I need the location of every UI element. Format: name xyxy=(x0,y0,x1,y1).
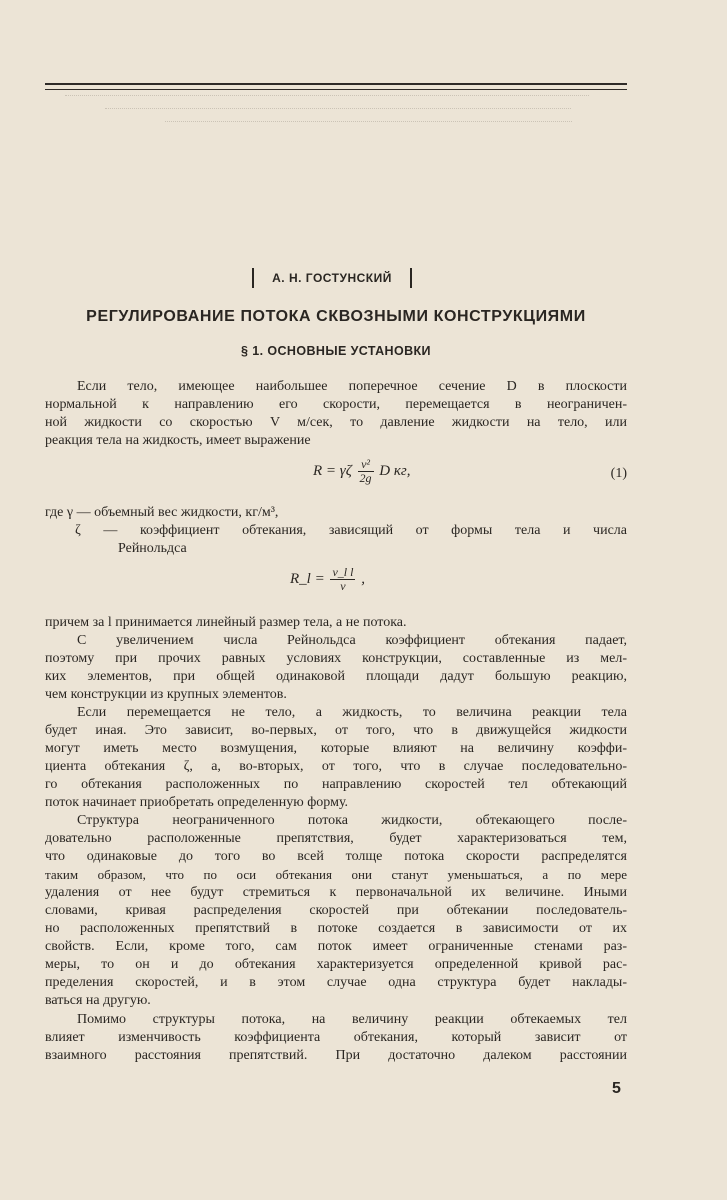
formula-2-denominator: ν xyxy=(340,579,346,593)
paragraph-intro xyxy=(45,378,627,450)
formula-1-rhs: D кг, xyxy=(379,462,411,479)
formula-1-fraction xyxy=(358,458,374,485)
text-line: чем конструкции из крупных элементов. xyxy=(45,687,287,702)
formula-2-lhs: R_l = xyxy=(290,570,325,587)
text-line: влияет изменчивость коэффициента обтекания, который зависит от xyxy=(45,1030,627,1045)
text-line: поток начинает приобретать определенную форму. xyxy=(45,795,349,810)
formula-2-fraction xyxy=(330,566,355,593)
equation-number: (1) xyxy=(610,466,627,481)
text-line: циента обтекания ζ, а, во-вторых, от того, что в случае последовательно- xyxy=(45,759,627,774)
formula-2-numerator: v_l l xyxy=(332,565,354,579)
definition-zeta: ζ — коэффициент обтекания, зависящий от формы тела и числа xyxy=(75,523,627,538)
definition-gamma: где γ — объемный вес жидкости, кг/м³, xyxy=(45,505,279,520)
paragraph-2 xyxy=(45,632,627,704)
bleed-through-text xyxy=(45,92,627,132)
text-line: словами, кривая распределения скоростей при обтекании последователь- xyxy=(45,903,627,918)
formula-1-lhs: R = γζ xyxy=(313,462,352,479)
paragraph-3 xyxy=(45,704,627,812)
article-title: РЕГУЛИРОВАНИЕ ПОТОКА СКВОЗНЫМИ КОНСТРУКЦИЯМИ xyxy=(86,308,586,325)
text-line: будет иная. Это зависит, во-первых, от того, что в движущейся жидкости xyxy=(45,723,627,738)
text-line: Структура неограниченного потока жидкости, обтекающего после- xyxy=(77,813,627,828)
text-line: нормальной к направлению его скорости, перемещается в неограничен- xyxy=(45,397,627,412)
text-line: ких элементов, при общей одинаковой площади дадут большую реакцию, xyxy=(45,669,627,684)
text-line: свойств. Если, кроме того, сам поток имеет ограниченные стенами раз- xyxy=(45,939,627,954)
text-line: поэтому при прочих равных условиях конструкции, составленные из мел- xyxy=(45,651,627,666)
page-number: 5 xyxy=(612,1080,621,1097)
text-line: ной жидкости со скоростью V м/сек, то давление жидкости на тело, или xyxy=(45,415,627,430)
text-line: пределения скоростей, и в этом случае одна структура будет наклады- xyxy=(45,975,627,990)
paragraph-5 xyxy=(45,1011,627,1065)
symbol-definitions xyxy=(45,504,627,558)
formula-2 xyxy=(290,566,365,593)
author-name: А. Н. ГОСТУНСКИЙ xyxy=(252,268,412,288)
formula-1 xyxy=(45,458,627,494)
text-line: меры, то он и до обтекания характеризуется определенной кривой рас- xyxy=(45,957,627,972)
text-line: довательно расположенные препятствия, будет характеризоваться тем, xyxy=(45,831,627,846)
text-line: реакция тела на жидкость, имеет выражение xyxy=(45,433,311,448)
text-line: Если перемещается не тело, а жидкость, то величина реакции тела xyxy=(77,705,627,720)
text-line: что одинаковые до того во всей толще потока скорости распределятся xyxy=(45,849,627,864)
text-line: С увеличением числа Рейнольдса коэффициент обтекания падает, xyxy=(77,633,627,648)
paragraph-1: причем за l принимается линейный размер тела, а не потока. xyxy=(45,615,407,630)
text-line: удаления от нее будут стремиться к первоначальной их величине. Иными xyxy=(45,885,627,900)
formula-2-tail: , xyxy=(361,570,365,587)
top-rule xyxy=(45,83,627,85)
section-heading: § 1. ОСНОВНЫЕ УСТАНОВКИ xyxy=(241,344,431,358)
text-line: взаимного расстояния препятствий. При достаточно далеком расстоянии xyxy=(45,1048,627,1063)
formula-1-denominator: 2g xyxy=(359,471,372,485)
paragraph-4 xyxy=(45,812,627,1010)
definition-zeta-cont: Рейнольдса xyxy=(118,541,187,556)
text-line: таким образом, что по оси обтекания они станут уменьшаться, а по мере xyxy=(45,867,627,882)
text-line: но расположенных препятствий в потоке создается в зависимости от их xyxy=(45,921,627,936)
text-line: го обтекания расположенных по направлению скоростей тел обтекающий xyxy=(45,777,627,792)
text-line: Если тело, имеющее наибольшее поперечное сечение D в плоскости xyxy=(77,379,627,394)
text-line: ваться на другую. xyxy=(45,993,151,1008)
text-line: Помимо структуры потока, на величину реакции обтекаемых тел xyxy=(77,1012,627,1027)
text-line: могут иметь место возмущения, которые влияют на величину коэффи- xyxy=(45,741,627,756)
formula-1-numerator: v² xyxy=(358,458,374,472)
top-rule-thin xyxy=(45,89,627,90)
formula-1-expression xyxy=(313,458,410,485)
